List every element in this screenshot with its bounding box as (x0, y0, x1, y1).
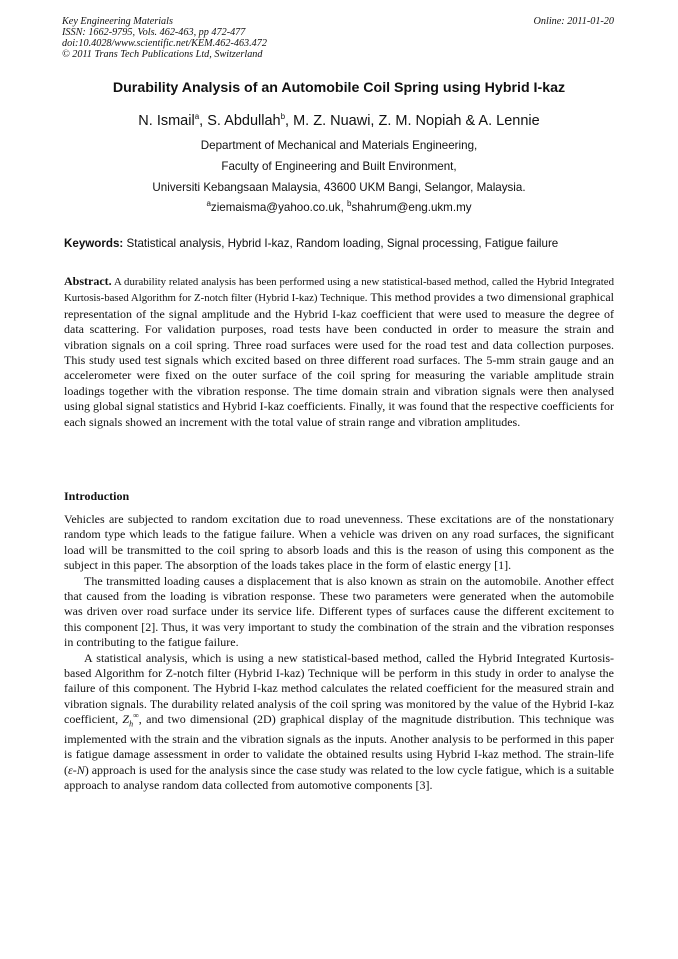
journal-name: Key Engineering Materials (62, 16, 173, 27)
ikaz-symbol-sub: h (129, 719, 134, 729)
email-a[interactable]: ziemaisma@yahoo.co.uk, (210, 201, 348, 214)
other-authors: , M. Z. Nuawi, Z. M. Nopiah & A. Lennie (285, 113, 540, 129)
intro-paragraph-1: Vehicles are subjected to random excitation due to road unevenness. These excitations are of the nonstationary random type which leads to the fatigue failure. When a vehicle was driven on any road surfaces, the significant load will be transmitted to the coil spring to absorb loads and this is the reason of using this component as the subject in this paper. The absorption of the loads takes place in the form of elastic energy [1]. (64, 512, 614, 573)
ikaz-symbol-z: Z (122, 712, 130, 727)
doi-line: doi:10.4028/www.scientific.net/KEM.462-463.472 (62, 38, 267, 49)
abstract-opening: A durability related analysis has been performed using a new statistical-based method, called the Hybrid Integrated Kurtosis-based Algorithm for Z-notch filter (Hybrid I-kaz) Technique. (64, 276, 614, 305)
abstract-label: Abstract. (64, 274, 112, 288)
keywords (64, 237, 558, 250)
author-2: , S. Abdullah (199, 113, 281, 129)
section-heading-introduction: Introduction (64, 489, 130, 503)
abstract (64, 274, 614, 430)
keywords-text: Statistical analysis, Hybrid I-kaz, Random loading, Signal processing, Fatigue failure (123, 237, 559, 250)
email-a-mark: a (206, 199, 211, 209)
intro-p3-part-2: , and two dimensional (2D) graphical display of the magnitude distribution. This technique was implemented with the strain and the vibration signals as the inputs. Another analysis to be performed in this paper is fatigue damage assessment in order to validate the obtained results using Hybrid I-kaz method. The strain-life ( (64, 712, 614, 777)
intro-paragraph-3 (64, 651, 614, 794)
intro-p3-part-3: ) approach is used for the analysis since the case study was related to the low cycle fatigue, which is a suitable approach to analyse random data collected from automotive components [3]. (64, 762, 614, 793)
paper-title: Durability Analysis of an Automobile Coil Spring using Hybrid I-kaz (112, 80, 566, 96)
email-b[interactable]: shahrum@eng.ukm.my (351, 201, 472, 214)
keywords-label: Keywords: (64, 237, 124, 250)
email-b-mark: b (347, 199, 352, 209)
abstract-text: This method provides a two dimensional graphical representation of the signal amplitude and the Hybrid I-kaz coefficient that were used to measure the degree of data scattering. For validation purposes, road tests have been conducted in order to measure the strain and vibration signals on a coil spring. Three road surfaces were used for the road test and data collection purposes. This study used test signals which excited based on three different road surfaces. The 5-mm strain gauge and an accelerometer were fixed on the outer surface of the coil spring for measuring the variable amplitude strain loadings together with the vibration response. The time domain strain and vibration signals were then analysed using global signal statistics and Hybrid I-kaz coefficients. Finally, it was found that the respective coefficients for each signals showed an increment with the total value of strain range and vibration amplitudes. (64, 290, 614, 429)
issn-line: ISSN: 1662-9795, Vols. 462-463, pp 472-477 (62, 27, 246, 38)
online-date: Online: 2011-01-20 (533, 16, 614, 27)
affiliation-line-3: Universiti Kebangsaan Malaysia, 43600 UKM Bangi, Selangor, Malaysia. (152, 181, 526, 194)
author-2-mark: b (280, 112, 286, 122)
affiliation-line-2: Faculty of Engineering and Built Environment, (221, 160, 457, 173)
affiliation-line-1: Department of Mechanical and Materials Engineering, (200, 139, 478, 152)
intro-p3-part-1: A statistical analysis, which is using a new statistical-based method, called the Hybrid Integrated Kurtosis-based Algorithm for Z-notch filter (Hybrid I-kaz) Technique will be perform in this study in order to analyse the failure of this component. The Hybrid I-kaz method calculates the related coefficient for the measured strain and vibration signals. The durability related analysis of the coil spring was monitored by the value of the Hybrid I-kaz coefficient, (64, 650, 614, 727)
ikaz-coefficient-symbol (122, 711, 139, 729)
journal-meta (62, 16, 267, 60)
author-list (0, 113, 678, 129)
author-1: N. Ismail (138, 113, 195, 129)
introduction-body (64, 512, 614, 794)
ikaz-symbol-sup: ∞ (133, 711, 139, 721)
strain-life-symbol: ε-N (68, 762, 85, 777)
author-emails (0, 201, 678, 214)
copyright-line: © 2011 Trans Tech Publications Ltd, Switzerland (62, 49, 263, 60)
intro-paragraph-2: The transmitted loading causes a displacement that is also known as strain on the automobile. Another effect that caused from the loading is vibration response. These two parameters were generated when the automobile was driven over road surface under its service life. Different types of surfaces cause the different excitement to this component [2]. Thus, it was very important to study the combination of the strain and the vibration responses in contributing to the fatigue failure. (64, 573, 614, 650)
author-1-mark: a (194, 112, 200, 122)
